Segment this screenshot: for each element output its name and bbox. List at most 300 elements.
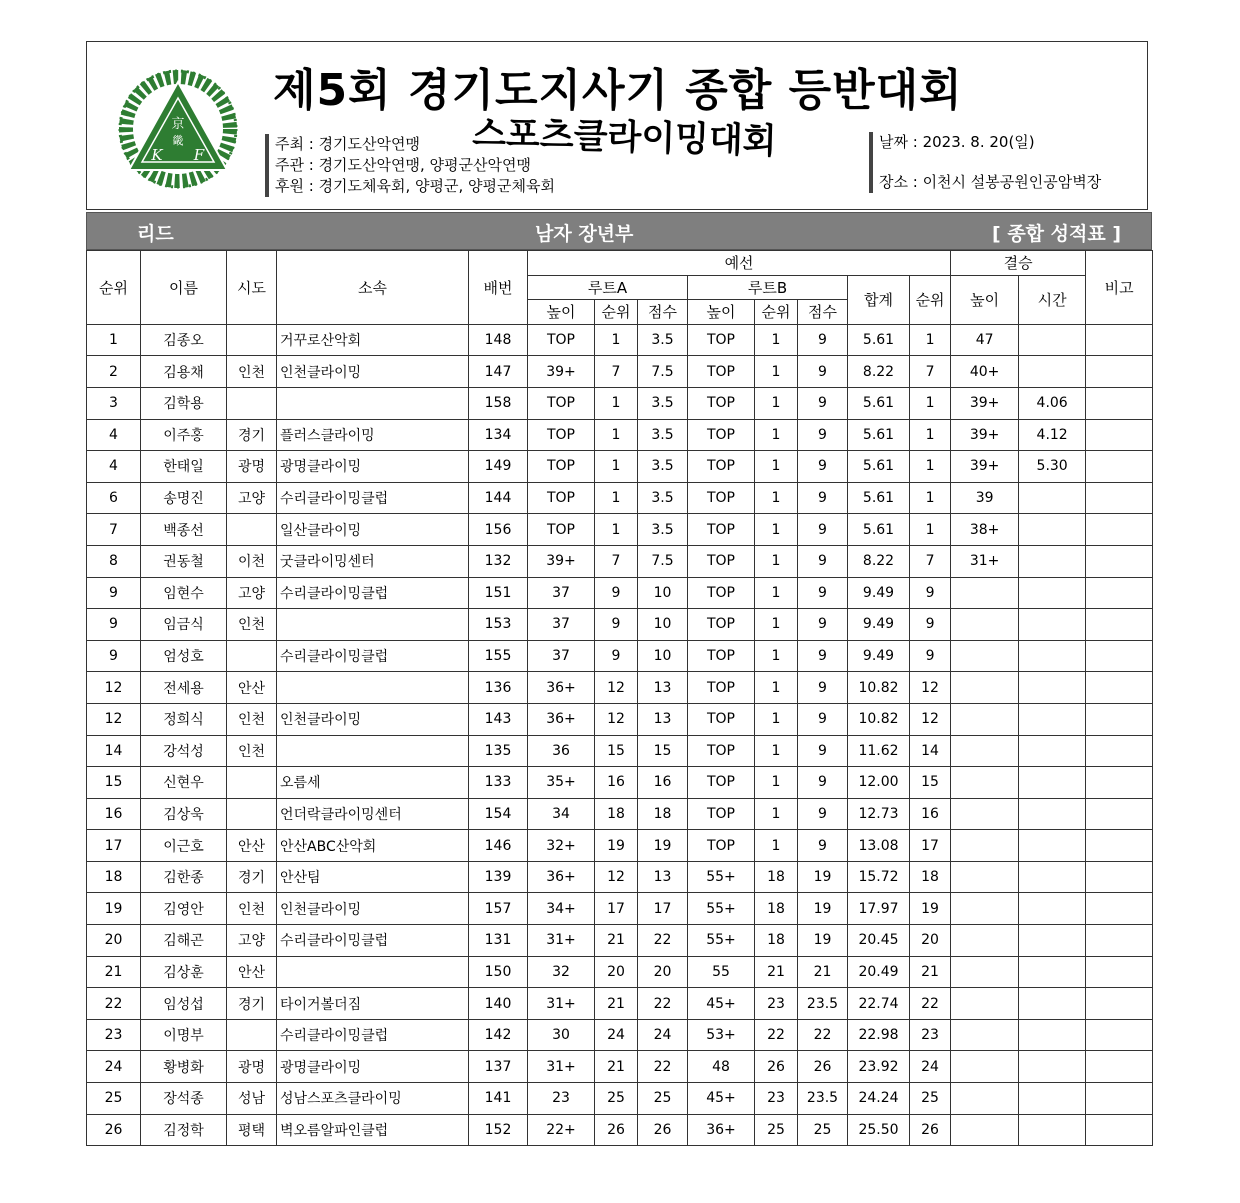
cell-b-height: TOP — [688, 767, 755, 799]
cell-note — [1086, 577, 1153, 609]
cell-name: 이명부 — [141, 1019, 227, 1051]
table-row — [87, 1083, 1153, 1115]
cell-name: 김상훈 — [141, 956, 227, 988]
cell-note — [1086, 925, 1153, 957]
cell-note — [1086, 356, 1153, 388]
cell-city — [227, 640, 277, 672]
cell-a-height: TOP — [528, 482, 595, 514]
cell-a-score: 16 — [638, 767, 688, 799]
cell-name: 권동철 — [141, 545, 227, 577]
cell-city — [227, 767, 277, 799]
cell-b-height: 55+ — [688, 861, 755, 893]
cell-a-height: 34+ — [528, 893, 595, 925]
cell-a-score: 18 — [638, 798, 688, 830]
cell-rank: 19 — [87, 893, 141, 925]
cell-rank: 9 — [87, 640, 141, 672]
cell-a-score: 20 — [638, 956, 688, 988]
cell-city: 안산 — [227, 830, 277, 862]
cell-final-time — [1019, 1019, 1086, 1051]
cell-city: 안산 — [227, 956, 277, 988]
header-final: 결승 — [951, 251, 1086, 276]
cell-b-pos: 25 — [755, 1114, 798, 1146]
cell-city: 안산 — [227, 672, 277, 704]
cell-a-height: 31+ — [528, 925, 595, 957]
cell-name: 강석성 — [141, 735, 227, 767]
cell-a-score: 22 — [638, 988, 688, 1020]
table-row — [87, 1051, 1153, 1083]
cell-a-score: 19 — [638, 830, 688, 862]
cell-a-height: 31+ — [528, 1051, 595, 1083]
cell-b-score: 9 — [798, 577, 848, 609]
table-row — [87, 324, 1153, 356]
table-row — [87, 703, 1153, 735]
cell-name: 송명진 — [141, 482, 227, 514]
cell-affiliation: 안산ABC산악회 — [277, 830, 469, 862]
cell-bib: 148 — [469, 324, 528, 356]
cell-b-score: 9 — [798, 387, 848, 419]
cell-a-score: 13 — [638, 672, 688, 704]
cell-affiliation: 인천클라이밍 — [277, 703, 469, 735]
cell-affiliation: 수리클라이밍클럽 — [277, 577, 469, 609]
cell-a-pos: 20 — [595, 956, 638, 988]
cell-bib: 136 — [469, 672, 528, 704]
cell-qual-rank: 18 — [910, 861, 951, 893]
cell-total: 22.98 — [848, 1019, 910, 1051]
cell-note — [1086, 830, 1153, 862]
cell-final-height — [951, 988, 1019, 1020]
cell-qual-rank: 22 — [910, 988, 951, 1020]
cell-name: 이근호 — [141, 830, 227, 862]
cell-final-time — [1019, 703, 1086, 735]
cell-b-score: 22 — [798, 1019, 848, 1051]
cell-a-pos: 1 — [595, 324, 638, 356]
cell-note — [1086, 419, 1153, 451]
cell-total: 15.72 — [848, 861, 910, 893]
cell-name: 임성섭 — [141, 988, 227, 1020]
cell-a-height: 35+ — [528, 767, 595, 799]
cell-b-score: 9 — [798, 735, 848, 767]
cell-city: 경기 — [227, 861, 277, 893]
cell-bib: 133 — [469, 767, 528, 799]
header-b-height: 높이 — [688, 300, 755, 325]
cell-name: 임현수 — [141, 577, 227, 609]
cell-city: 경기 — [227, 419, 277, 451]
cell-rank: 4 — [87, 419, 141, 451]
cell-affiliation — [277, 735, 469, 767]
cell-note — [1086, 1019, 1153, 1051]
cell-total: 23.92 — [848, 1051, 910, 1083]
header-city: 시도 — [227, 251, 277, 325]
cell-b-height: TOP — [688, 482, 755, 514]
header-note: 비고 — [1086, 251, 1153, 325]
cell-name: 이주홍 — [141, 419, 227, 451]
cell-total: 22.74 — [848, 988, 910, 1020]
cell-a-pos: 16 — [595, 767, 638, 799]
cell-final-time — [1019, 609, 1086, 641]
cell-a-height: 22+ — [528, 1114, 595, 1146]
cell-rank: 17 — [87, 830, 141, 862]
cell-a-score: 17 — [638, 893, 688, 925]
host-text: 주최 : 경기도산악연맹 — [275, 135, 421, 153]
cell-qual-rank: 24 — [910, 1051, 951, 1083]
cell-b-height: TOP — [688, 451, 755, 483]
cell-b-score: 9 — [798, 703, 848, 735]
cell-a-pos: 21 — [595, 925, 638, 957]
logo-char-top: 京 — [171, 117, 185, 132]
cell-name: 한태일 — [141, 451, 227, 483]
cell-final-time — [1019, 1114, 1086, 1146]
cell-name: 김한종 — [141, 861, 227, 893]
cell-b-height: TOP — [688, 514, 755, 546]
cell-qual-rank: 15 — [910, 767, 951, 799]
cell-total: 9.49 — [848, 609, 910, 641]
cell-final-time — [1019, 324, 1086, 356]
cell-a-pos: 12 — [595, 703, 638, 735]
cell-qual-rank: 1 — [910, 514, 951, 546]
cell-bib: 152 — [469, 1114, 528, 1146]
cell-affiliation — [277, 609, 469, 641]
cell-final-height — [951, 1019, 1019, 1051]
cell-a-pos: 15 — [595, 735, 638, 767]
cell-bib: 135 — [469, 735, 528, 767]
cell-affiliation: 인천클라이밍 — [277, 893, 469, 925]
cell-bib: 153 — [469, 609, 528, 641]
cell-a-score: 7.5 — [638, 356, 688, 388]
cell-a-score: 3.5 — [638, 514, 688, 546]
cell-b-height: TOP — [688, 640, 755, 672]
cell-a-height: 30 — [528, 1019, 595, 1051]
cell-total: 20.45 — [848, 925, 910, 957]
cell-note — [1086, 767, 1153, 799]
cell-a-score: 25 — [638, 1083, 688, 1115]
cell-rank: 12 — [87, 703, 141, 735]
cell-qual-rank: 17 — [910, 830, 951, 862]
event-venue: 장소 : 이천시 설봉공원인공암벽장 — [879, 173, 1102, 191]
cell-bib: 151 — [469, 577, 528, 609]
cell-final-time — [1019, 798, 1086, 830]
cell-b-score: 23.5 — [798, 988, 848, 1020]
cell-rank: 25 — [87, 1083, 141, 1115]
cell-qual-rank: 16 — [910, 798, 951, 830]
cell-affiliation: 수리클라이밍클럽 — [277, 1019, 469, 1051]
cell-b-pos: 26 — [755, 1051, 798, 1083]
sheet-type-label: [ 종합 성적표 ] — [992, 223, 1121, 245]
cell-b-score: 9 — [798, 324, 848, 356]
discipline-label: 리드 — [137, 223, 174, 245]
cell-b-height: 48 — [688, 1051, 755, 1083]
cell-b-height: TOP — [688, 545, 755, 577]
cell-b-score: 21 — [798, 956, 848, 988]
cell-qual-rank: 9 — [910, 577, 951, 609]
cell-b-pos: 1 — [755, 798, 798, 830]
cell-rank: 1 — [87, 324, 141, 356]
cell-affiliation: 인천클라이밍 — [277, 356, 469, 388]
cell-qual-rank: 9 — [910, 640, 951, 672]
cell-note — [1086, 1083, 1153, 1115]
cell-final-time — [1019, 514, 1086, 546]
cell-final-height — [951, 893, 1019, 925]
cell-total: 9.49 — [848, 640, 910, 672]
cell-qual-rank: 12 — [910, 703, 951, 735]
cell-b-score: 25 — [798, 1114, 848, 1146]
cell-affiliation — [277, 672, 469, 704]
cell-city: 고양 — [227, 577, 277, 609]
cell-name: 엄성호 — [141, 640, 227, 672]
cell-total: 10.82 — [848, 703, 910, 735]
cell-b-pos: 1 — [755, 672, 798, 704]
cell-bib: 142 — [469, 1019, 528, 1051]
cell-a-height: TOP — [528, 451, 595, 483]
cell-city: 인천 — [227, 356, 277, 388]
table-row — [87, 545, 1153, 577]
cell-a-score: 3.5 — [638, 451, 688, 483]
cell-city: 성남 — [227, 1083, 277, 1115]
cell-bib: 149 — [469, 451, 528, 483]
cell-b-pos: 1 — [755, 387, 798, 419]
cell-b-pos: 1 — [755, 640, 798, 672]
cell-b-height: TOP — [688, 609, 755, 641]
cell-a-height: TOP — [528, 514, 595, 546]
cell-total: 9.49 — [848, 577, 910, 609]
cell-affiliation: 수리클라이밍클럽 — [277, 925, 469, 957]
cell-a-pos: 1 — [595, 482, 638, 514]
cell-b-height: TOP — [688, 735, 755, 767]
cell-b-score: 9 — [798, 482, 848, 514]
header-name: 이름 — [141, 251, 227, 325]
cell-a-pos: 12 — [595, 672, 638, 704]
cell-b-score: 9 — [798, 451, 848, 483]
cell-final-height — [951, 798, 1019, 830]
cell-total: 10.82 — [848, 672, 910, 704]
cell-b-height: TOP — [688, 703, 755, 735]
cell-rank: 12 — [87, 672, 141, 704]
cell-b-pos: 18 — [755, 861, 798, 893]
cell-a-pos: 19 — [595, 830, 638, 862]
cell-bib: 147 — [469, 356, 528, 388]
cell-b-pos: 1 — [755, 356, 798, 388]
cell-final-time — [1019, 577, 1086, 609]
cell-a-score: 22 — [638, 925, 688, 957]
cell-note — [1086, 1114, 1153, 1146]
table-row — [87, 387, 1153, 419]
cell-a-score: 13 — [638, 703, 688, 735]
cell-note — [1086, 672, 1153, 704]
cell-b-pos: 1 — [755, 830, 798, 862]
cell-rank: 7 — [87, 514, 141, 546]
cell-a-height: 36+ — [528, 703, 595, 735]
cell-a-score: 22 — [638, 1051, 688, 1083]
cell-bib: 141 — [469, 1083, 528, 1115]
header-final-height: 높이 — [951, 275, 1019, 324]
cell-qual-rank: 7 — [910, 545, 951, 577]
cell-total: 25.50 — [848, 1114, 910, 1146]
cell-a-height: 32 — [528, 956, 595, 988]
cell-affiliation: 굿클라이밍센터 — [277, 545, 469, 577]
cell-note — [1086, 324, 1153, 356]
cell-b-height: TOP — [688, 830, 755, 862]
cell-affiliation: 광명클라이밍 — [277, 451, 469, 483]
cell-final-time — [1019, 1083, 1086, 1115]
cell-note — [1086, 387, 1153, 419]
table-row — [87, 893, 1153, 925]
cell-name: 김학용 — [141, 387, 227, 419]
cell-rank: 9 — [87, 609, 141, 641]
cell-name: 김종오 — [141, 324, 227, 356]
cell-name: 임금식 — [141, 609, 227, 641]
header-rank: 순위 — [87, 251, 141, 325]
header-route-a: 루트A — [528, 275, 688, 300]
cell-a-score: 26 — [638, 1114, 688, 1146]
cell-total: 5.61 — [848, 419, 910, 451]
cell-final-height: 39+ — [951, 387, 1019, 419]
cell-a-pos: 1 — [595, 387, 638, 419]
cell-a-pos: 1 — [595, 419, 638, 451]
cell-note — [1086, 988, 1153, 1020]
cell-b-pos: 1 — [755, 419, 798, 451]
cell-affiliation: 오름세 — [277, 767, 469, 799]
cell-city: 광명 — [227, 1051, 277, 1083]
cell-qual-rank: 23 — [910, 1019, 951, 1051]
cell-qual-rank: 14 — [910, 735, 951, 767]
cell-final-height: 47 — [951, 324, 1019, 356]
cell-qual-rank: 20 — [910, 925, 951, 957]
cell-a-pos: 1 — [595, 451, 638, 483]
cell-final-height: 40+ — [951, 356, 1019, 388]
header-b-pos: 순위 — [755, 300, 798, 325]
cell-note — [1086, 893, 1153, 925]
cell-b-pos: 1 — [755, 451, 798, 483]
cell-final-time — [1019, 830, 1086, 862]
cell-final-time — [1019, 672, 1086, 704]
cell-b-pos: 1 — [755, 324, 798, 356]
cell-final-height — [951, 640, 1019, 672]
cell-name: 김용채 — [141, 356, 227, 388]
cell-b-pos: 1 — [755, 609, 798, 641]
cell-note — [1086, 1051, 1153, 1083]
cell-a-pos: 18 — [595, 798, 638, 830]
table-row — [87, 956, 1153, 988]
cell-final-height — [951, 1083, 1019, 1115]
cell-city: 인천 — [227, 703, 277, 735]
cell-final-height: 39+ — [951, 419, 1019, 451]
cell-qual-rank: 1 — [910, 451, 951, 483]
cell-a-height: 39+ — [528, 545, 595, 577]
cell-note — [1086, 861, 1153, 893]
cell-bib: 140 — [469, 988, 528, 1020]
cell-a-pos: 9 — [595, 609, 638, 641]
cell-total: 8.22 — [848, 545, 910, 577]
cell-b-score: 19 — [798, 893, 848, 925]
cell-total: 24.24 — [848, 1083, 910, 1115]
cell-a-height: TOP — [528, 387, 595, 419]
cell-bib: 134 — [469, 419, 528, 451]
cell-city — [227, 387, 277, 419]
cell-city — [227, 1019, 277, 1051]
table-row — [87, 861, 1153, 893]
cell-a-height: 31+ — [528, 988, 595, 1020]
cell-a-height: 36+ — [528, 672, 595, 704]
event-subtitle: 스포츠클라이밍대회 — [471, 113, 777, 162]
cell-name: 김영안 — [141, 893, 227, 925]
header-a-score: 점수 — [638, 300, 688, 325]
cell-note — [1086, 956, 1153, 988]
cell-rank: 15 — [87, 767, 141, 799]
cell-final-height — [951, 1114, 1019, 1146]
cell-final-height — [951, 735, 1019, 767]
table-row — [87, 830, 1153, 862]
cell-a-height: 34 — [528, 798, 595, 830]
cell-affiliation: 안산팀 — [277, 861, 469, 893]
cell-final-height — [951, 609, 1019, 641]
header-b-score: 점수 — [798, 300, 848, 325]
cell-rank: 6 — [87, 482, 141, 514]
cell-b-score: 23.5 — [798, 1083, 848, 1115]
cell-a-pos: 7 — [595, 356, 638, 388]
header-qual-rank: 순위 — [910, 275, 951, 324]
cell-a-pos: 9 — [595, 640, 638, 672]
cell-b-height: TOP — [688, 577, 755, 609]
cell-final-height — [951, 830, 1019, 862]
cell-bib: 131 — [469, 925, 528, 957]
cell-bib: 137 — [469, 1051, 528, 1083]
cell-bib: 155 — [469, 640, 528, 672]
cell-name: 신현우 — [141, 767, 227, 799]
cell-city: 고양 — [227, 925, 277, 957]
cell-a-score: 24 — [638, 1019, 688, 1051]
cell-final-height — [951, 577, 1019, 609]
cell-b-score: 9 — [798, 514, 848, 546]
cell-rank: 21 — [87, 956, 141, 988]
cell-a-height: 37 — [528, 640, 595, 672]
cell-b-pos: 22 — [755, 1019, 798, 1051]
cell-bib: 144 — [469, 482, 528, 514]
cell-a-score: 3.5 — [638, 387, 688, 419]
cell-city — [227, 514, 277, 546]
cell-b-height: 36+ — [688, 1114, 755, 1146]
cell-rank: 3 — [87, 387, 141, 419]
cell-b-height: 55+ — [688, 925, 755, 957]
cell-name: 정희식 — [141, 703, 227, 735]
cell-bib: 132 — [469, 545, 528, 577]
header-final-time: 시간 — [1019, 275, 1086, 324]
cell-b-score: 9 — [798, 356, 848, 388]
cell-qual-rank: 9 — [910, 609, 951, 641]
cell-city: 경기 — [227, 988, 277, 1020]
cell-a-score: 13 — [638, 861, 688, 893]
cell-b-height: TOP — [688, 419, 755, 451]
cell-final-time — [1019, 925, 1086, 957]
cell-affiliation: 성남스포츠클라이밍 — [277, 1083, 469, 1115]
cell-affiliation: 거꾸로산악회 — [277, 324, 469, 356]
cell-final-time — [1019, 482, 1086, 514]
cell-a-score: 10 — [638, 609, 688, 641]
header-total: 합계 — [848, 275, 910, 324]
cell-final-time — [1019, 545, 1086, 577]
cell-city: 고양 — [227, 482, 277, 514]
category-bar — [86, 212, 1152, 250]
cell-a-height: TOP — [528, 419, 595, 451]
cell-b-height: 53+ — [688, 1019, 755, 1051]
header-route-b: 루트B — [688, 275, 848, 300]
cell-final-height — [951, 767, 1019, 799]
cell-qual-rank: 19 — [910, 893, 951, 925]
cell-total: 5.61 — [848, 482, 910, 514]
cell-total: 13.08 — [848, 830, 910, 862]
cell-a-score: 3.5 — [638, 419, 688, 451]
organizers-block — [265, 134, 555, 197]
sponsor-text: 후원 : 경기도체육회, 양평군, 양평군체육회 — [275, 177, 555, 195]
cell-note — [1086, 640, 1153, 672]
